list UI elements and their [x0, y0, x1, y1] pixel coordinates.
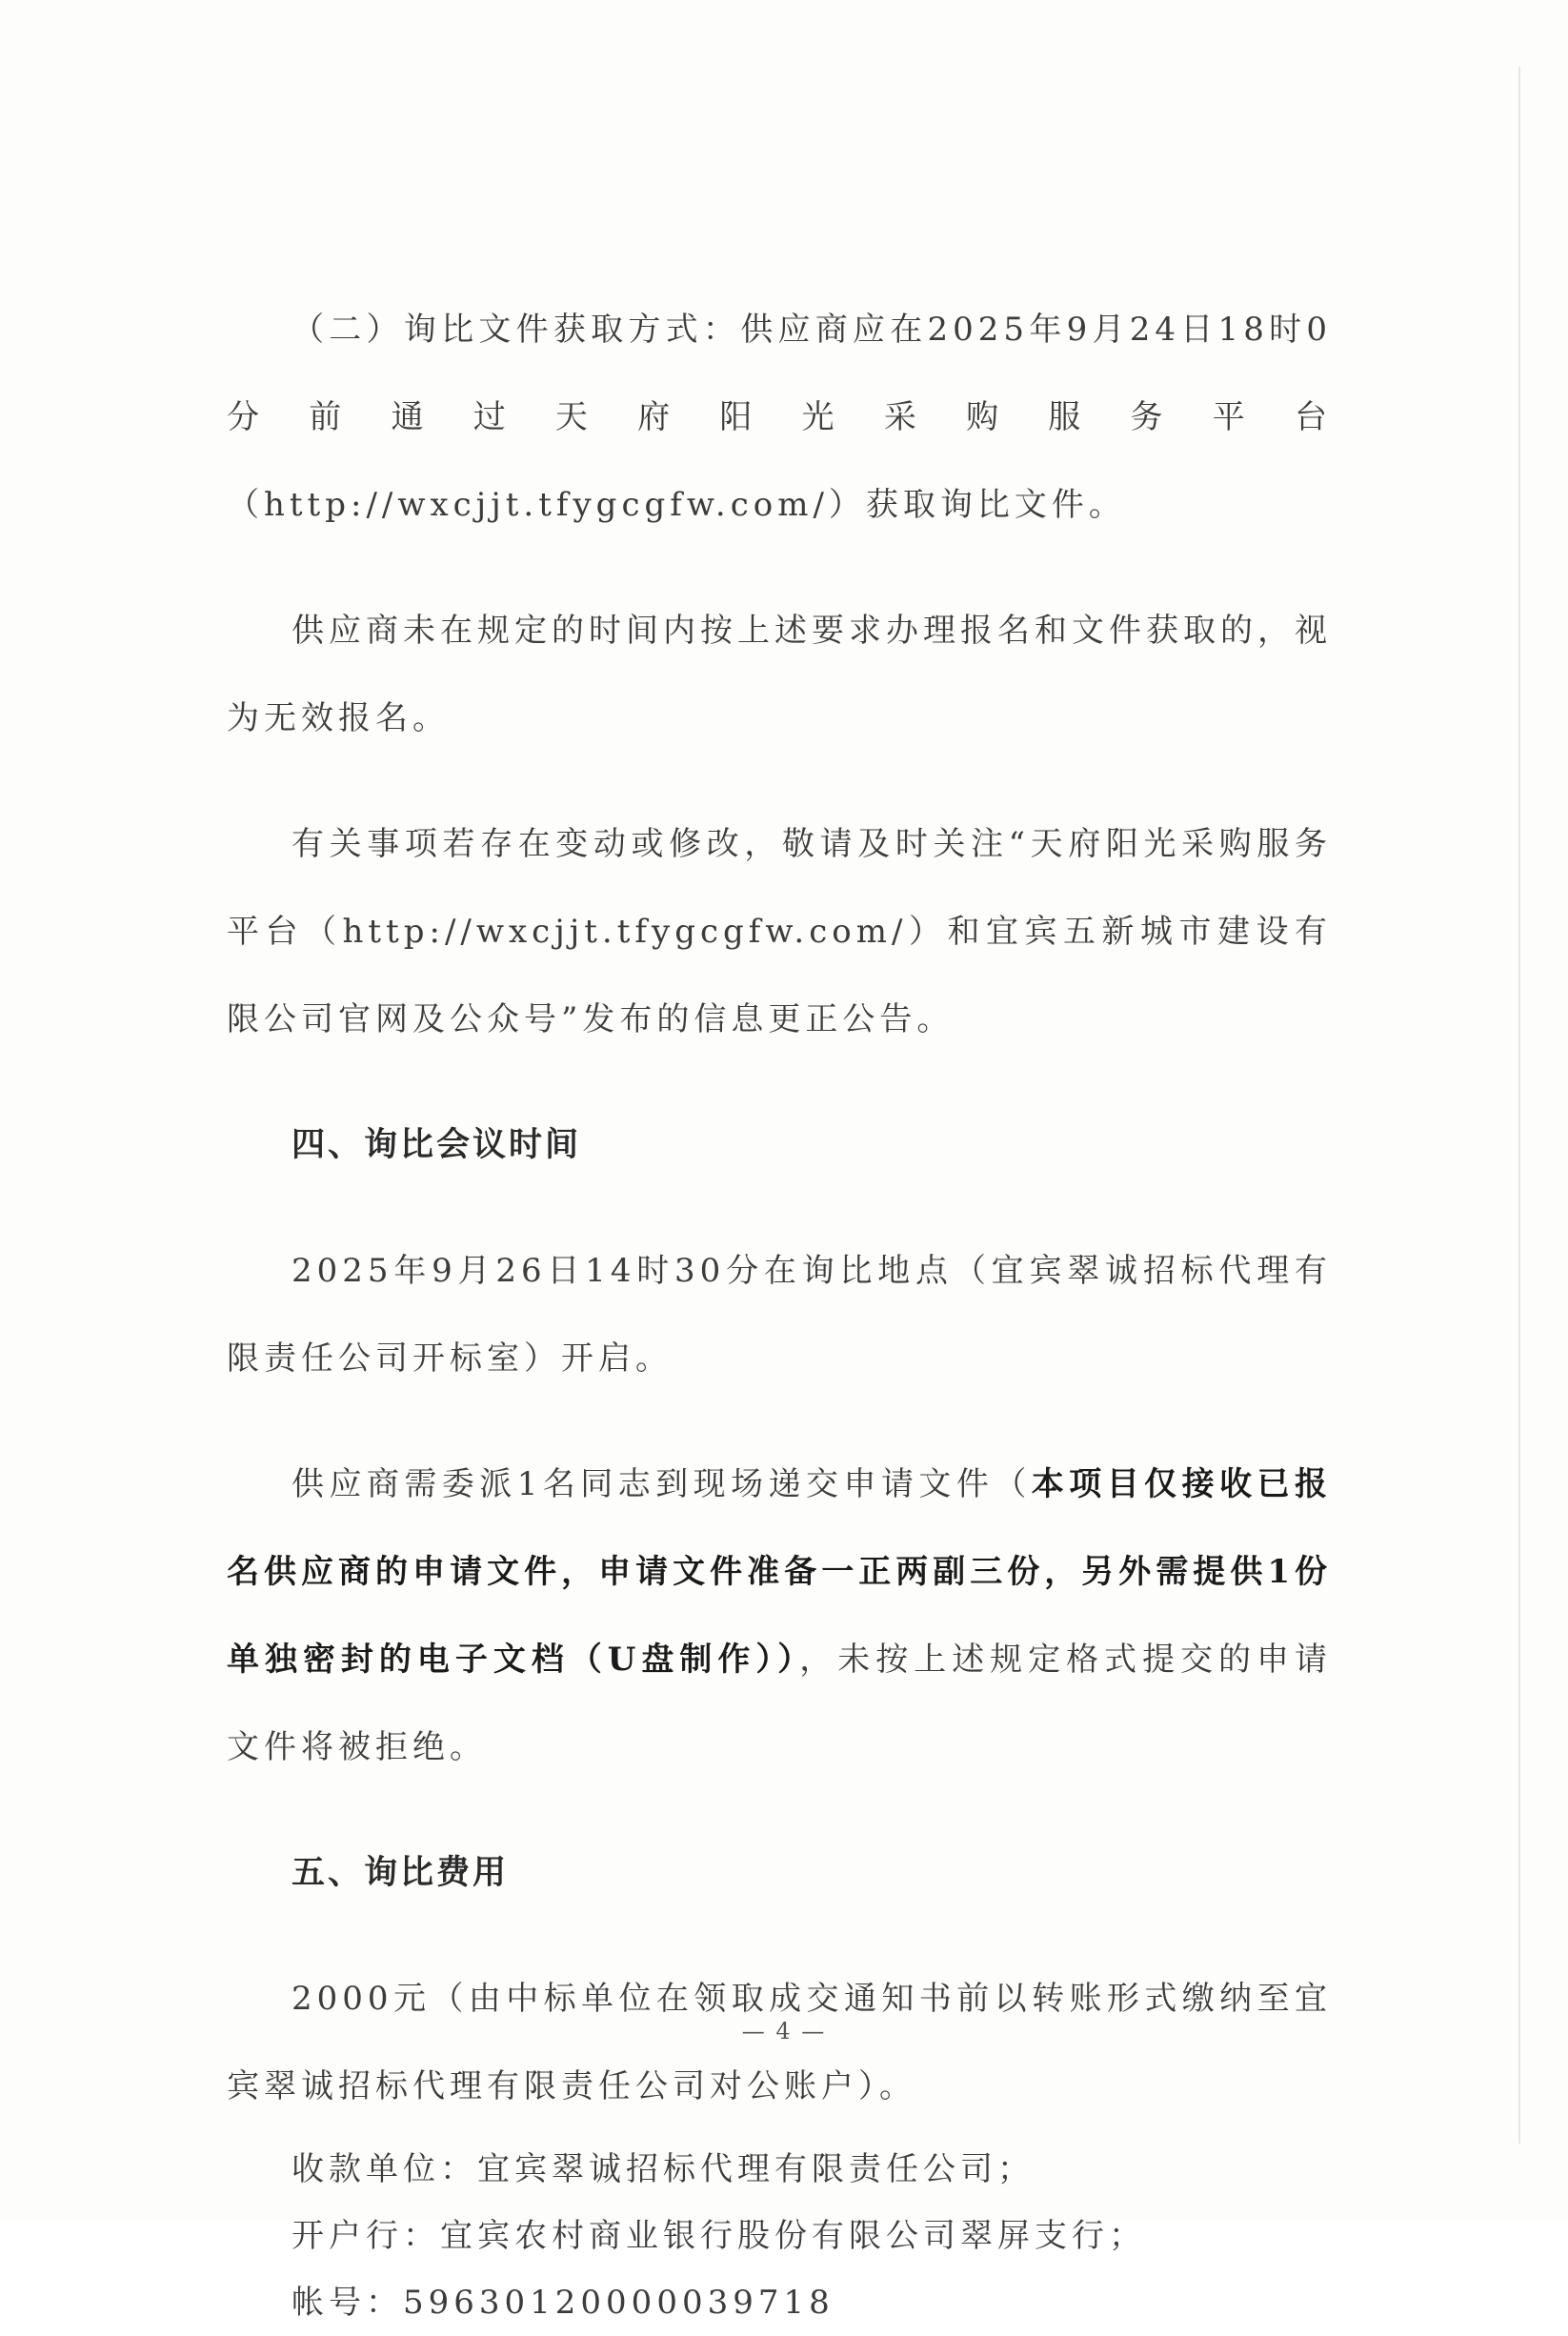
- account-line: 帐号：59630120000039718: [291, 2284, 834, 2322]
- scan-edge-line: [1518, 67, 1520, 2144]
- submission-suffix: ，未按上述规定格式提交的申请文件将被拒绝。: [227, 1641, 1333, 1766]
- submission-requirement-paragraph: [227, 1440, 1332, 1791]
- acquisition-method-paragraph: （二）询比文件获取方式：供应商应在2025年9月24日18时0分前通过天府阳光采购服务平台（http://wxcjjt.tfygcgfw.com/）获取询比文件。: [227, 311, 1332, 524]
- fee-paragraph: 2000元（由中标单位在领取成交通知书前以转账形式缴纳至宜宾翠诚招标代理有限责任公司对公账户）。: [227, 1980, 1332, 2105]
- section-4-heading: 四、询比会议时间: [291, 1126, 582, 1164]
- payee-line: 收款单位：宜宾翠诚招标代理有限责任公司；: [291, 2150, 1035, 2188]
- bank-line: 开户行：宜宾农村商业银行股份有限公司翠屏支行；: [291, 2217, 1146, 2255]
- submission-bold-requirement: 本项目仅接收已报名供应商的申请文件，申请文件准备一正两副三份，另外需提供1份单独密封的电子文档（U盘制作））: [227, 1465, 1333, 1679]
- invalid-registration-paragraph: 供应商未在规定的时间内按上述要求办理报名和文件获取的，视为无效报名。: [227, 612, 1332, 737]
- page-number: — 4 —: [741, 2018, 827, 2044]
- submission-prefix: 供应商需委派1名同志到现场递交申请文件（: [291, 1465, 1032, 1503]
- meeting-time-paragraph: 2025年9月26日14时30分在询比地点（宜宾翠诚招标代理有限责任公司开标室）开启。: [227, 1252, 1332, 1378]
- section-5-heading: 五、询比费用: [291, 1854, 510, 1892]
- change-notice-paragraph: 有关事项若存在变动或修改，敬请及时关注“天府阳光采购服务平台（http://wxcjjt.tfygcgfw.com/）和宜宾五新城市建设有限公司官网及公众号”发布的信息更正公告。: [227, 825, 1332, 1038]
